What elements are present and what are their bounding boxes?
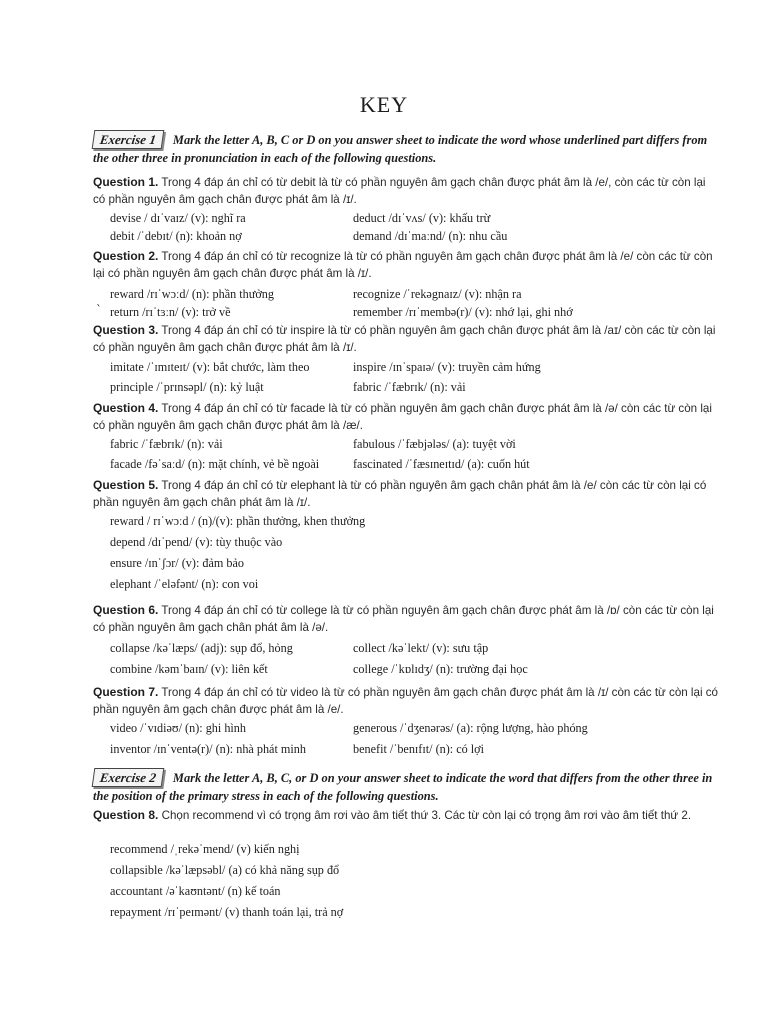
word-entry: devise / dɪˈvaɪz/ (v): nghĩ ra [110, 211, 246, 225]
word-entry: elephant /ˈeləfənt/ (n): con voi [110, 577, 259, 591]
question-1-label: Question 1. [93, 175, 159, 189]
exercise-2-badge: Exercise 2 [92, 768, 165, 787]
question-5-text: Trong 4 đáp án chỉ có từ elephant là từ có phần nguyên âm gạch chân phát âm là /e/ còn các từ còn lại có phần nguyên âm gạch chân phát âm là /ɪ/. [93, 479, 707, 509]
question-6-text: Trong 4 đáp án chỉ có từ college là từ có phần nguyên âm gạch chân được phát âm là /ɒ/ còn các từ còn lại có phần nguyên âm gạch chân phát âm là /ə/. [93, 604, 714, 634]
word-entry: inspire /ɪnˈspaɪə/ (v): truyền cảm hứng [353, 360, 541, 374]
word-entry: fabric /ˈfæbrɪk/ (n): vải [110, 437, 223, 451]
question-5 [93, 477, 718, 511]
question-1-words [110, 211, 710, 247]
word-entry: inventor /ɪnˈventə(r)/ (n): nhà phát minh [110, 742, 306, 756]
question-4 [93, 400, 718, 434]
word-entry: benefit /ˈbenɪfɪt/ (n): có lợi [353, 742, 484, 756]
exercise-2-header [93, 768, 723, 805]
word-row [110, 287, 710, 305]
word-row [110, 229, 710, 247]
word-row [110, 742, 710, 760]
question-7-text: Trong 4 đáp án chỉ có từ video là từ có phần nguyên âm gạch chân được phát âm là /ɪ/ còn các từ còn lại có phần nguyên âm gạch chân được phát âm là /e/. [93, 686, 719, 716]
question-3-label: Question 3. [93, 323, 159, 337]
question-3-words [110, 360, 710, 398]
exercise-1-instruction: Mark the letter A, B, C or D on you answer sheet to indicate the word whose underlined part differs from the other three in pronunciation in each of the following questions. [93, 133, 708, 165]
word-entry: remember /rɪˈmembə(r)/ (v): nhớ lại, ghi nhớ [353, 305, 573, 319]
word-row [110, 360, 710, 380]
word-entry: fascinated /ˈfæsɪneɪtɪd/ (a): cuốn hút [353, 457, 530, 471]
question-5-label: Question 5. [93, 478, 159, 492]
question-4-words [110, 437, 710, 475]
question-6 [93, 602, 718, 636]
word-entry: demand /dɪˈmaːnd/ (n): nhu cầu [353, 229, 508, 243]
word-entry: video /ˈvɪdiəʊ/ (n): ghi hình [110, 721, 246, 735]
question-2-words [110, 287, 710, 323]
word-row [110, 721, 710, 742]
word-entry: generous /ˈdʒenərəs/ (a): rộng lượng, hào phóng [353, 721, 588, 735]
word-row [110, 641, 710, 662]
exercise-2-instruction: Mark the letter A, B, C, or D on your answer sheet to indicate the word that differs from the other three in the position of the primary stress in each of the following questions. [93, 771, 713, 803]
word-entry: imitate /ˈɪmɪteɪt/ (v): bắt chước, làm theo [110, 360, 310, 374]
word-entry: repayment /rɪˈpeɪmənt/ (v) thanh toán lại, trả nợ [110, 905, 344, 919]
word-row [110, 662, 710, 680]
exercise-1-badge: Exercise 1 [92, 130, 165, 149]
word-row [110, 211, 710, 229]
word-row [110, 380, 710, 398]
word-entry: deduct /dɪˈvʌs/ (v): khấu trừ [353, 211, 491, 225]
question-5-words [110, 514, 670, 598]
question-4-label: Question 4. [93, 401, 159, 415]
word-entry: collapsible /kəˈlæpsəbl/ (a) có khả năng sụp đổ [110, 863, 340, 877]
question-1 [93, 174, 718, 208]
word-entry: facade /fəˈsaːd/ (n): mặt chính, vẻ bề ngoài [110, 457, 320, 471]
word-entry: debit /ˈdebɪt/ (n): khoản nợ [110, 229, 242, 243]
question-7 [93, 684, 718, 718]
word-entry: ensure /ɪnˈʃɔr/ (v): đảm bảo [110, 556, 245, 570]
word-entry: collapse /kəˈlæps/ (adj): sụp đổ, hỏng [110, 641, 293, 655]
question-2-label: Question 2. [93, 249, 159, 263]
word-entry: depend /dɪˈpend/ (v): tùy thuộc vào [110, 535, 283, 549]
question-8-words [110, 842, 670, 926]
question-6-label: Question 6. [93, 603, 159, 617]
word-entry: fabulous /ˈfæbjələs/ (a): tuyệt vời [353, 437, 516, 451]
question-6-words [110, 641, 710, 680]
question-8 [93, 807, 718, 824]
word-entry: fabric /ˈfæbrɪk/ (n): vải [353, 380, 466, 394]
question-2 [93, 248, 718, 282]
question-1-text: Trong 4 đáp án chỉ có từ debit là từ có phần nguyên âm gạch chân được phát âm là /e/, còn các từ còn lại có phần nguyên âm gạch chân được phát âm là /ɪ/. [93, 176, 706, 206]
word-entry: combine /kəmˈbaɪn/ (v): liên kết [110, 662, 268, 676]
word-row [110, 305, 710, 323]
word-entry: accountant /əˈkaʊntənt/ (n) kế toán [110, 884, 281, 898]
question-7-words [110, 721, 710, 760]
word-row [110, 457, 710, 475]
word-entry: collect /kəˈlekt/ (v): sưu tập [353, 641, 489, 655]
stray-mark: ` [96, 303, 102, 317]
question-8-text: Chọn recommend vì có trọng âm rơi vào âm tiết thứ 3. Các từ còn lại có trọng âm rơi vào âm tiết thứ 2. [158, 809, 692, 822]
word-entry: reward /rɪˈwɔːd/ (n): phần thưởng [110, 287, 274, 301]
word-entry: recommend /ˌrekəˈmend/ (v) kiến nghị [110, 842, 300, 856]
word-entry: principle /ˈprɪnsəpl/ (n): kỷ luật [110, 380, 264, 394]
question-4-text: Trong 4 đáp án chỉ có từ facade là từ có phần nguyên âm gạch chân được phát âm là /ə/ còn các từ còn lại có phần nguyên âm gạch chân được phát âm là /æ/. [93, 402, 712, 432]
word-row [110, 437, 710, 457]
word-entry: recognize /ˈrekəgnaɪz/ (v): nhận ra [353, 287, 522, 301]
question-2-text: Trong 4 đáp án chỉ có từ recognize là từ có phần nguyên âm gạch chân được phát âm là /e/ còn các từ còn lại có phần nguyên âm gạch chân được phát âm là /ɪ/. [93, 250, 713, 280]
word-entry: college /ˈkɒlɪdʒ/ (n): trường đại học [353, 662, 528, 676]
word-entry: return /rɪˈtɜːn/ (v): trở về [110, 305, 231, 319]
question-3-text: Trong 4 đáp án chỉ có từ inspire là từ có phần nguyên âm gạch chân được phát âm là /aɪ/ còn các từ còn lại có phần nguyên âm gạch chân được phát âm là /ɪ/. [93, 324, 716, 354]
exercise-1-header [93, 130, 723, 167]
page-title: KEY [359, 92, 409, 117]
word-entry: reward / rɪˈwɔːd / (n)/(v): phần thưởng, khen thưởng [110, 514, 366, 528]
question-7-label: Question 7. [93, 685, 159, 699]
question-3 [93, 322, 718, 356]
question-8-label: Question 8. [93, 808, 159, 822]
